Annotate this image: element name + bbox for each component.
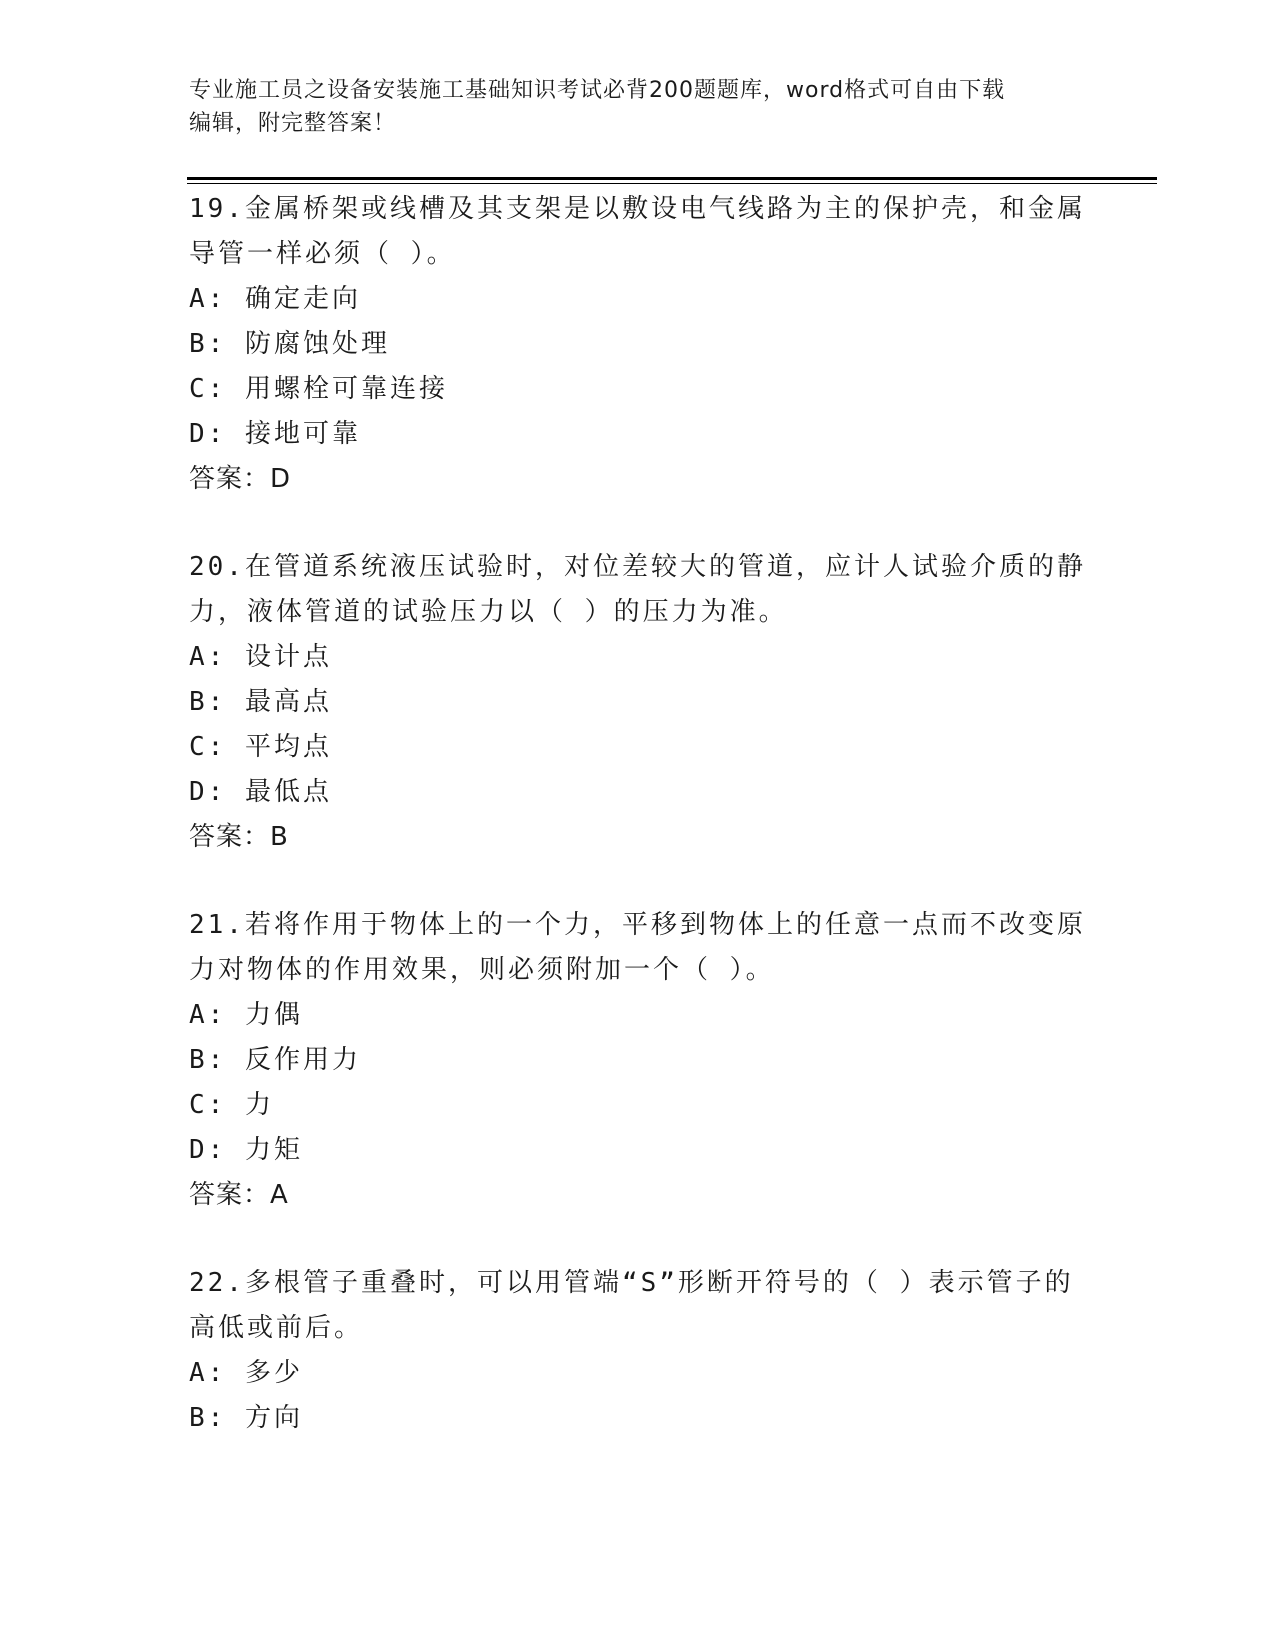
option-b: B: 防腐蚀处理 — [189, 329, 390, 359]
document-header — [189, 74, 1089, 140]
option-d: D: 最低点 — [189, 777, 332, 807]
question-21 — [189, 903, 1089, 1218]
option-a: A: 确定走向 — [189, 284, 361, 314]
option-d: D: 力矩 — [189, 1135, 303, 1165]
option-a: A: 多少 — [189, 1358, 303, 1388]
header-line-2: 编辑，附完整答案！ — [189, 111, 397, 136]
header-divider-thick — [187, 177, 1157, 180]
header-divider-thin — [187, 183, 1157, 184]
question-list — [189, 187, 1089, 1484]
answer: 答案：D — [189, 464, 292, 494]
option-b: B: 最高点 — [189, 687, 332, 717]
question-stem-line: 20.在管道系统液压试验时，对位差较大的管道，应计人试验介质的静 — [189, 552, 1086, 582]
answer: 答案：B — [189, 822, 289, 852]
question-stem-line: 19.金属桥架或线槽及其支架是以敷设电气线路为主的保护壳，和金属 — [189, 194, 1086, 224]
option-a: A: 设计点 — [189, 642, 332, 672]
option-a: A: 力偶 — [189, 1000, 303, 1030]
header-line-1: 专业施工员之设备安装施工基础知识考试必背200题题库，word格式可自由下载 — [189, 78, 1006, 103]
option-b: B: 反作用力 — [189, 1045, 361, 1075]
question-stem-line: 导管一样必须（ ）。 — [189, 239, 456, 269]
option-d: D: 接地可靠 — [189, 419, 361, 449]
option-c: C: 平均点 — [189, 732, 332, 762]
question-20 — [189, 545, 1089, 860]
question-stem-line: 力对物体的作用效果，则必须附加一个（ ）。 — [189, 955, 775, 985]
question-stem-line: 22.多根管子重叠时，可以用管端“S”形断开符号的（ ）表示管子的 — [189, 1268, 1074, 1298]
question-22 — [189, 1261, 1089, 1441]
answer: 答案：A — [189, 1180, 289, 1210]
question-19 — [189, 187, 1089, 502]
question-stem-line: 高低或前后。 — [189, 1313, 364, 1343]
question-stem-line: 21.若将作用于物体上的一个力，平移到物体上的任意一点而不改变原 — [189, 910, 1086, 940]
question-stem-line: 力，液体管道的试验压力以（ ）的压力为准。 — [189, 597, 788, 627]
option-c: C: 用螺栓可靠连接 — [189, 374, 448, 404]
option-c: C: 力 — [189, 1090, 274, 1120]
option-b: B: 方向 — [189, 1403, 303, 1433]
